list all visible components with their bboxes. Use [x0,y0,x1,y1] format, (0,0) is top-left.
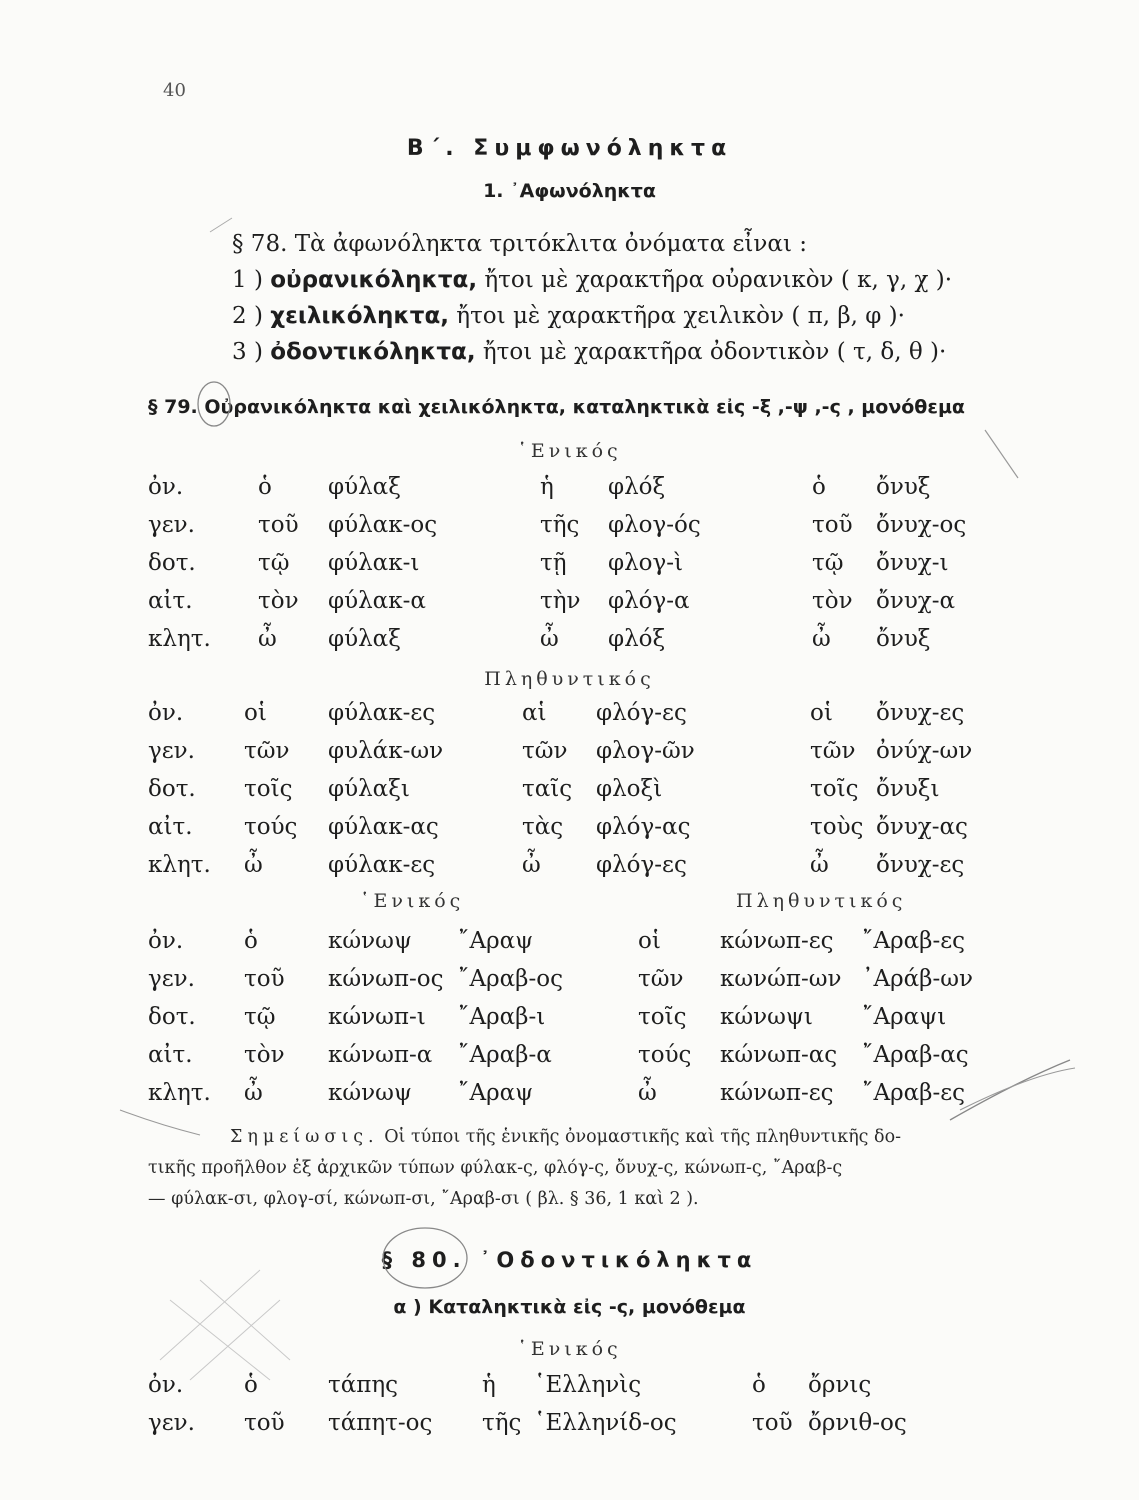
table-cell: αἰτ. [148,588,193,614]
table-cell: τῶν [244,738,290,764]
paragraph-80-subtitle: α ) Καταληκτικὰ εἰς -ς, μονόθεμα [393,1296,746,1318]
table-cell: γεν. [148,512,195,538]
table-cell: φύλαξι [328,776,410,802]
table-cell: γεν. [148,738,195,764]
table-cell: ὄνυξ [876,474,931,500]
table-cell: τῶν [810,738,856,764]
table-cell: τὰς [522,814,564,840]
table-cell: φύλακ-ας [328,814,439,840]
table-cell: ὄρνιθ-ος [808,1410,907,1436]
table-cell: τοῦ [258,512,299,538]
table-cell: ἡ [482,1372,496,1398]
table-cell: αἱ [522,700,547,726]
table-cell: τάπητ-ος [328,1410,433,1436]
table-cell: τῷ [258,550,290,576]
table-cell: ὄνυχ-ες [876,852,965,878]
table-cell: ὀν. [148,474,184,500]
table-cell: ὁ [752,1372,766,1398]
table-cell: τοῖς [244,776,293,802]
table-cell: ἡ [540,474,554,500]
table-cell: ὄρνις [808,1372,872,1398]
table-cell: φύλαξ [328,474,401,500]
table-cell: τῷ [244,1004,276,1030]
table-cell: ὦ [812,626,831,652]
table-cell: φύλακ-ι [328,550,420,576]
table-cell: ῾Ελληνίδ-ος [534,1410,677,1436]
table-cell: ὀνύχ-ων [876,738,973,764]
table-cell: ὄνυχ-ι [876,550,949,576]
table-cell: κώνωπ-ες [720,928,834,954]
table-cell: δοτ. [148,550,196,576]
table-cell: οἱ [810,700,833,726]
table-cell: κώνωπ-α [328,1042,433,1068]
table-cell: ῾Ελληνὶς [534,1372,642,1398]
list-item: 2 ) χειλικόληκτα, ἤτοι μὲ χαρακτῆρα χειλικὸν ( π, β, φ )· [232,303,905,329]
table-cell: ὁ [244,1372,258,1398]
table-cell: φλόγ-α [608,588,690,614]
table-cell: τάπης [328,1372,399,1398]
table-cell: ὦ [638,1080,657,1106]
table-cell: ὀν. [148,928,184,954]
table-cell: τὸν [812,588,853,614]
table-cell: φύλακ-ος [328,512,438,538]
table-cell: τοῦ [752,1410,793,1436]
table-cell: ὁ [258,474,272,500]
table-cell: φλόξ [608,626,666,652]
label-plural-2: Πληθυντικός [736,890,907,912]
table-cell: ῎Αραψ [458,1080,534,1106]
label-plural: Πληθυντικός [484,668,655,690]
label-singular-3: ῾Ενικός [517,1338,622,1360]
table-cell: τοῦ [812,512,853,538]
section-subheading: 1. ᾿Αφωνόληκτα [483,180,656,202]
table-cell: φύλακ-ες [328,852,436,878]
table-cell: ὦ [244,852,263,878]
table-cell: τῶν [522,738,568,764]
table-cell: φύλακ-ες [328,700,436,726]
table-cell: τὴν [540,588,581,614]
table-cell: κώνωψ [328,928,412,954]
table-cell: ῎Αραψ [458,928,534,954]
section-heading: Β΄. Συμφωνόληκτα [406,136,733,161]
table-cell: κλητ. [148,1080,211,1106]
table-cell: δοτ. [148,776,196,802]
table-cell: κώνωπ-ες [720,1080,834,1106]
table-cell: ὄνυξι [876,776,940,802]
table-cell: τὸν [258,588,299,614]
table-cell: κώνωπ-ος [328,966,444,992]
label-singular-2: ῾Ενικός [360,890,465,912]
table-cell: ταῖς [522,776,573,802]
table-cell: αἰτ. [148,814,193,840]
table-cell: ῎Αραβ-ες [862,928,966,954]
pencil-cross-hatch [160,1270,290,1380]
table-cell: ὦ [258,626,277,652]
table-cell: γεν. [148,1410,195,1436]
table-cell: ὦ [810,852,829,878]
table-cell: κώνωπ-ι [328,1004,426,1030]
table-cell: τῷ [812,550,844,576]
table-cell: ὄνυξ [876,626,931,652]
table-cell: αἰτ. [148,1042,193,1068]
table-cell: φυλάκ-ων [328,738,444,764]
table-cell: φλογ-ῶν [596,738,695,764]
paragraph-78-intro: § 78. Τὰ ἀφωνόληκτα τριτόκλιτα ὀνόματα εἶναι : [232,231,808,257]
table-cell: κώνωπ-ας [720,1042,838,1068]
table-cell: ὄνυχ-ος [876,512,967,538]
pencil-stroke [950,1060,1070,1120]
table-cell: ᾿Αράβ-ων [862,966,973,992]
table-cell: ὁ [244,928,258,954]
table-cell: ὄνυχ-ας [876,814,968,840]
pencil-circle-79 [198,382,230,426]
remark-label: Σημείωσις. [230,1127,379,1147]
table-cell: τῆς [482,1410,522,1436]
table-cell: κωνώπ-ων [720,966,842,992]
table-cell: τὸν [244,1042,285,1068]
table-cell: φλόγ-ας [596,814,691,840]
table-cell: ὀν. [148,1372,184,1398]
paragraph-80-title: § 80. ᾿Οδοντικόληκτα [381,1248,758,1272]
table-cell: φύλαξ [328,626,401,652]
table-cell: ὄνυχ-α [876,588,956,614]
table-cell: ὦ [244,1080,263,1106]
table-cell: κλητ. [148,852,211,878]
pencil-circle-80 [383,1228,467,1288]
table-cell: τῇ [540,550,567,576]
list-item: 3 ) ὀδοντικόληκτα, ἤτοι μὲ χαρακτῆρα ὀδοντικὸν ( τ, δ, θ )· [232,339,947,365]
table-cell: τῶν [638,966,684,992]
table-cell: φλόγ-ες [596,852,687,878]
table-cell: ῎Αραβ-ας [862,1042,969,1068]
table-cell: φλόξ [608,474,666,500]
table-cell: δοτ. [148,1004,196,1030]
table-cell: ῎Αραψι [862,1004,947,1030]
table-cell: φύλακ-α [328,588,426,614]
page-number: 40 [163,80,186,101]
table-cell: ῎Αραβ-ες [862,1080,966,1106]
table-cell: φλόγ-ες [596,700,687,726]
table-cell: τῆς [540,512,580,538]
paragraph-79-title: § 79. Οὐρανικόληκτα καὶ χειλικόληκτα, καταληκτικὰ εἰς -ξ ,-ψ ,-ς , μονόθεμα [148,396,965,418]
table-cell: τούς [638,1042,692,1068]
table-cell: κώνωψι [720,1004,813,1030]
table-cell: ὦ [522,852,541,878]
table-cell: ῎Αραβ-α [458,1042,552,1068]
remark-note: Σημείωσις. Οἱ τύποι τῆς ἑνικῆς ὀνομαστικῆς καὶ τῆς πληθυντικῆς δο- τικῆς προῆλθον ἐξ ἀρχικῶν τύπων φύλακ-ς, φλόγ-ς, ὄνυχ-ς, κώνωπ-ς, ῎Αραβ-ς — φύλακ-σι, φλογ-σί, κώνωπ-σι, ῎Αραβ-σι ( βλ. § 36, 1 καὶ 2 ). [148,1127,902,1209]
table-cell: οἱ [244,700,267,726]
table-cell: τοῖς [638,1004,687,1030]
table-cell: ῎Αραβ-ι [458,1004,546,1030]
table-cell: φλοξὶ [596,776,663,802]
table-cell: ῎Αραβ-ος [458,966,563,992]
table-cell: ὀν. [148,700,184,726]
table-cell: κώνωψ [328,1080,412,1106]
table-cell: γεν. [148,966,195,992]
table-cell: ὄνυχ-ες [876,700,965,726]
table-cell: ὁ [812,474,826,500]
table-cell: οἱ [638,928,661,954]
table-cell: κλητ. [148,626,211,652]
table-cell: τοῦ [244,1410,285,1436]
table-cell: τοῖς [810,776,859,802]
table-cell: ὦ [540,626,559,652]
list-item: 1 ) οὐρανικόληκτα, ἤτοι μὲ χαρακτῆρα οὐρανικὸν ( κ, γ, χ )· [232,267,953,293]
table-cell: φλογ-ός [608,512,701,538]
label-singular: ῾Ενικός [517,440,622,462]
table-cell: φλογ-ὶ [608,550,684,576]
table-cell: τοὺς [810,814,864,840]
table-cell: τοῦ [244,966,285,992]
table-cell: τούς [244,814,298,840]
